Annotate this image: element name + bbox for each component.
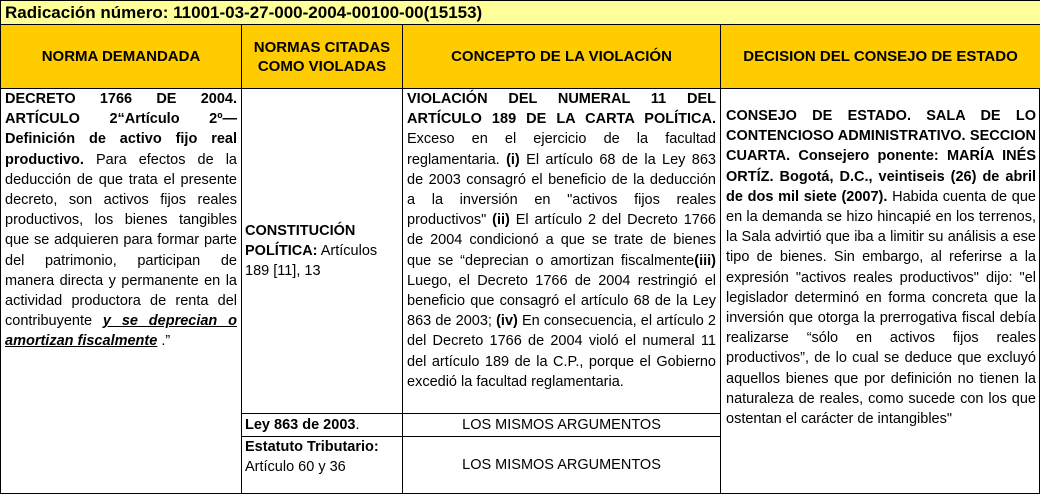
estatuto-text: Artículo 60 y 36 <box>245 459 346 475</box>
norma-demandada-cell <box>1 89 242 493</box>
header-norma-demandada <box>1 25 242 89</box>
ley-tail: . <box>355 417 360 433</box>
decision-cell <box>721 89 1040 493</box>
concepto-p3: El artículo 2 del Decreto 1766 de 2004 condicionó a que se trate de bienes que se “deprecian o amortizan fiscalmente <box>407 212 716 269</box>
row-divider-1 <box>242 413 721 414</box>
concepto-marker-iii: (iii) <box>694 252 716 269</box>
header-concepto <box>403 25 721 89</box>
normas-citadas-cell <box>242 89 403 413</box>
concepto-marker-iv: (iv) <box>496 313 518 330</box>
concepto-cell <box>403 89 721 413</box>
constitucion-ref <box>245 221 399 282</box>
estatuto-bold: Estatuto Tributario: <box>245 439 379 455</box>
concepto-p5: En consecuencia, el artículo 2 del Decreto 1766 de 2004 violó el numeral 11 del artículo 189 de la C.P., porque el Gobierno excedió la facultad reglamentaria. <box>407 313 716 390</box>
header-decision-label: DECISION DEL CONSEJO DE ESTADO <box>743 48 1018 65</box>
header-norma-label: NORMA DEMANDADA <box>41 48 201 65</box>
ley-863-cell <box>242 414 403 436</box>
constitucion-text: Artículos 189 [11], 13 <box>245 242 378 280</box>
concepto-heading: VIOLACIÓN DEL NUMERAL 11 DEL ARTÍCULO 189 DE LA CARTA POLÍTICA. <box>407 91 716 128</box>
mismos-argumentos-1 <box>403 414 721 436</box>
concepto-p2: El artículo 68 de la Ley 863 de 2003 consagró el beneficio de la deducción a la inversión en "activos fijos reales productivos" <box>407 151 716 229</box>
estatuto-cell <box>242 437 403 493</box>
concepto-p4: Luego, el Decreto 1766 de 2004 restringió el beneficio que consagró el artículo 68 de la Ley 863 de 2003; <box>407 272 716 330</box>
header-decision <box>721 25 1040 89</box>
mismos-argumentos-1-text: LOS MISMOS ARGUMENTOS <box>462 417 661 433</box>
decision-text: Habida cuenta de que en la demanda se hizo hincapié en los terrenos, la Sala advirtió que iba a limitir su análisis a ese tipo de bienes. Sin embargo, al referirse a la expresión "activos reales productivos" dijo: "el legislador determinó en forma concreta que la inversión que otorga la prerrogativa fiscal debía realizarse “sólo en activos fijos reales productivos”, de lo cual se deduce que excluyó aquellos bienes que por definición no tienen la naturaleza de reales, como sucede con los que ostentan el carácter de intangibles" <box>726 188 1036 428</box>
norma-bold-lead: DECRETO 1766 DE 2004. ARTÍCULO 2“Artículo 2º—Definición de activo fijo real productivo. <box>5 91 237 168</box>
mismos-argumentos-2-text: LOS MISMOS ARGUMENTOS <box>462 456 661 473</box>
header-normas-citadas <box>242 25 403 89</box>
norma-text: Para efectos de la deducción de que trata el presente decreto, son activos fijos reales productivos, los bienes tangibles que se adquieren para formar parte del patrimonio, participan de manera directa y permanente en la actividad productora de renta del contribuyente <box>5 151 237 330</box>
concepto-marker-ii: (ii) <box>492 212 510 229</box>
norma-tail: .” <box>157 333 171 350</box>
concepto-marker-i: (i) <box>506 151 520 168</box>
norma-emphasis: y se deprecian o amortizan fiscalmente <box>5 313 237 350</box>
header-normas-citadas-label: NORMAS CITADAS COMO VIOLADAS <box>253 38 391 75</box>
radicacion-title: Radicación número: 11001-03-27-000-2004-00100-00(15153) <box>1 1 1040 25</box>
ley-bold: Ley 863 de 2003 <box>245 417 356 433</box>
row-divider-2 <box>242 436 721 437</box>
constitucion-bold: CONSTITUCIÓN POLÍTICA: <box>245 222 356 259</box>
mismos-argumentos-2 <box>403 437 721 493</box>
header-concepto-label: CONCEPTO DE LA VIOLACIÓN <box>451 48 672 65</box>
decision-bold-lead: CONSEJO DE ESTADO. SALA DE LO CONTENCIOSO ADMINISTRATIVO. SECCION CUARTA. Consejero ponente: MARÍA INÉS ORTÍZ. Bogotá, D.C., veintiseis (26) de abril de dos mil siete (2007). <box>726 108 1036 205</box>
concepto-p1: Exceso en el ejercicio de la facultad reglamentaria. <box>407 131 716 168</box>
